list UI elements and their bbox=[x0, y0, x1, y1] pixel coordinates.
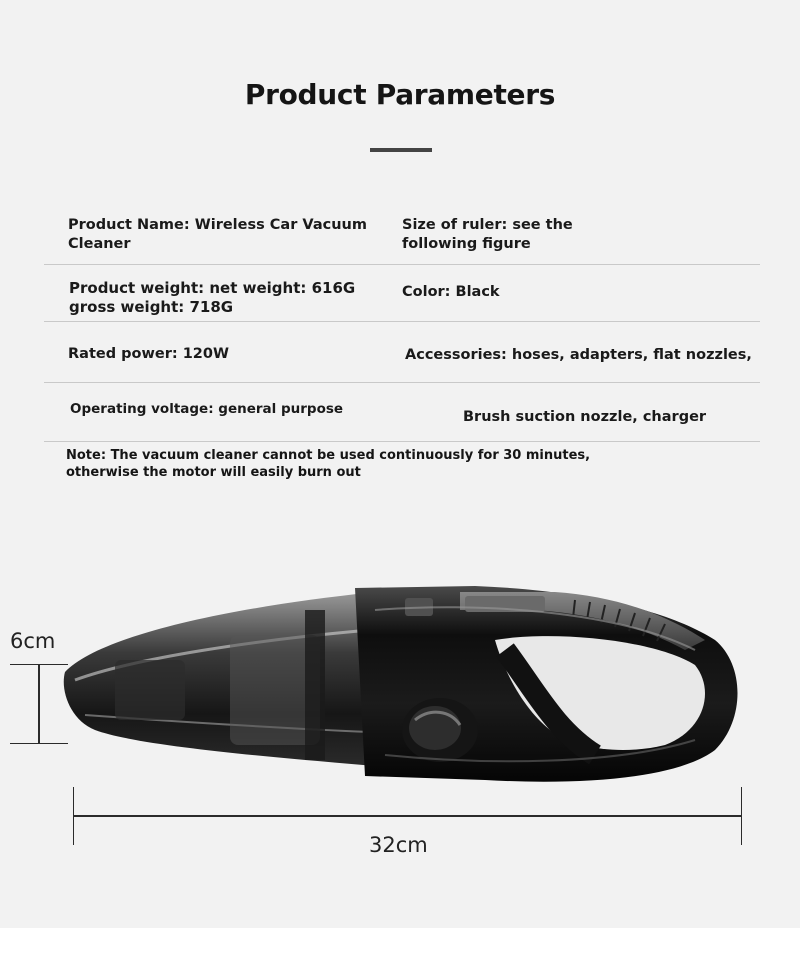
row-divider bbox=[44, 321, 760, 322]
accessories-continued-text: Brush suction nozzle, charger bbox=[463, 409, 707, 425]
height-dimension-label: 6cm bbox=[10, 629, 56, 653]
rated-power-text: Rated power: 120W bbox=[68, 346, 229, 362]
length-dimension-tick-right bbox=[741, 787, 742, 845]
accessories-text: Accessories: hoses, adapters, flat nozzles, bbox=[405, 347, 752, 363]
height-dimension-line bbox=[38, 664, 40, 743]
color-text: Color: Black bbox=[402, 284, 500, 300]
car-vacuum-image bbox=[55, 580, 745, 795]
length-dimension-line bbox=[73, 815, 741, 817]
operating-voltage-text: Operating voltage: general purpose bbox=[70, 401, 344, 417]
row-divider bbox=[44, 382, 760, 383]
row-divider bbox=[44, 264, 760, 265]
row-divider bbox=[44, 441, 760, 442]
ruler-size-text: Size of ruler: see the following figure bbox=[402, 217, 573, 252]
length-dimension-label: 32cm bbox=[369, 833, 428, 857]
page-title: Product Parameters bbox=[244, 78, 556, 111]
title-underline bbox=[370, 148, 432, 152]
bottom-margin bbox=[0, 928, 800, 963]
product-name-text: Product Name: Wireless Car Vacuum Cleaner bbox=[68, 217, 367, 252]
usage-note: Note: The vacuum cleaner cannot be used continuously for 30 minutes, otherwise the motor will easily burn out bbox=[66, 448, 591, 480]
product-weight-text: Product weight: net weight: 616G gross weight: 718G bbox=[69, 279, 356, 316]
